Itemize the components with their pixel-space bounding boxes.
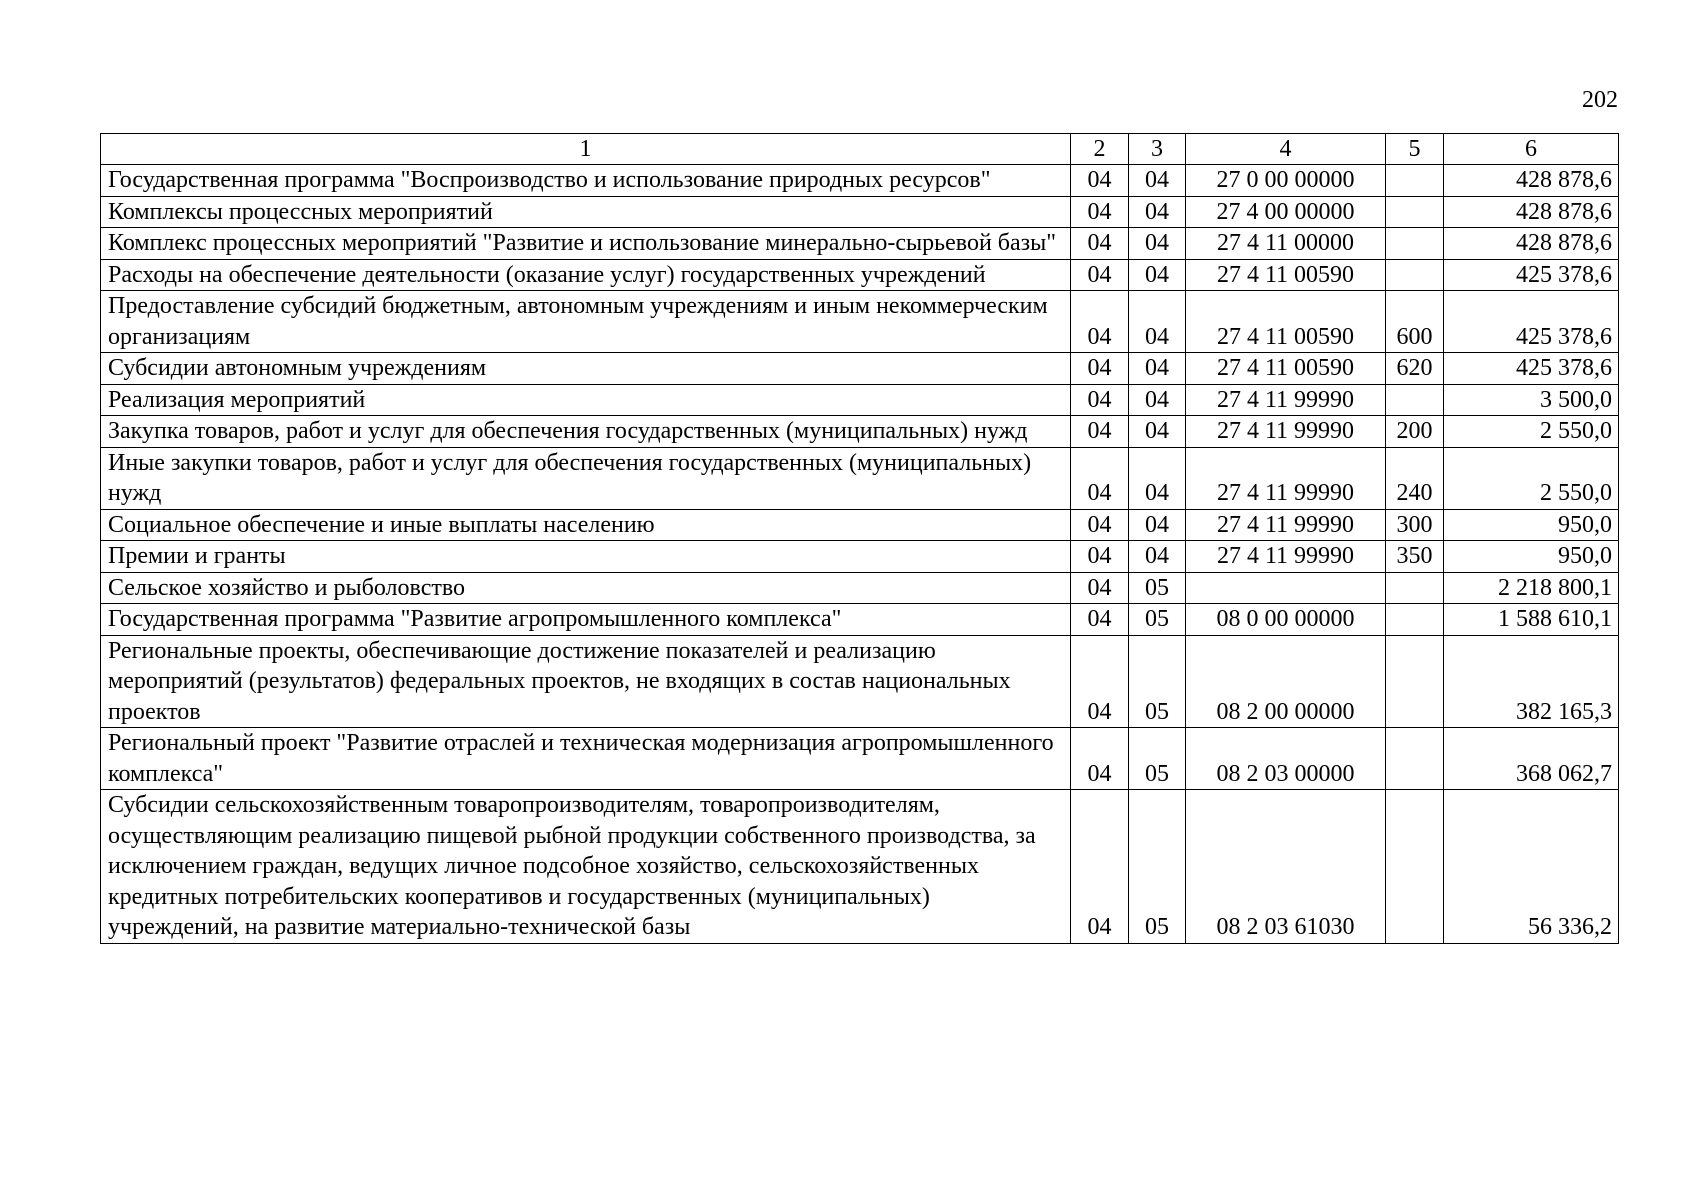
section-code-cell: 04 [1071,384,1129,416]
expense-type-cell [1386,790,1444,944]
row-name-cell: Субсидии сельскохозяйственным товаропроизводителям, товаропроизводителям, осуществляющим реализацию пищевой рыбной продукции собственного производства, за исключением граждан, ведущих личное подсобное хозяйство, сельскохозяйственных кредитных потребительских кооперативов и государственных (муниципальных) учреждений, на развитие материально-технической базы [101,790,1071,944]
amount-cell: 382 165,3 [1444,635,1619,728]
section-code-cell: 04 [1071,416,1129,448]
section-code-cell: 04 [1071,790,1129,944]
target-article-cell: 27 0 00 00000 [1186,165,1386,197]
expense-type-cell [1386,259,1444,291]
expense-type-cell [1386,196,1444,228]
table-row [101,541,1619,573]
section-code-cell: 04 [1071,509,1129,541]
target-article-cell: 27 4 11 99990 [1186,509,1386,541]
subsection-code-cell: 04 [1129,416,1186,448]
expense-type-cell [1386,604,1444,636]
subsection-code-cell: 05 [1129,604,1186,636]
subsection-code-cell: 05 [1129,635,1186,728]
row-name-cell: Реализация мероприятий [101,384,1071,416]
amount-cell: 428 878,6 [1444,165,1619,197]
section-code-cell: 04 [1071,291,1129,353]
section-code-cell: 04 [1071,228,1129,260]
target-article-cell [1186,572,1386,604]
amount-cell: 428 878,6 [1444,228,1619,260]
subsection-code-cell: 04 [1129,259,1186,291]
table-row [101,447,1619,509]
column-header: 1 [101,134,1071,165]
row-name-cell: Иные закупки товаров, работ и услуг для обеспечения государственных (муниципальных) нужд [101,447,1071,509]
amount-cell: 1 588 610,1 [1444,604,1619,636]
row-name-cell: Региональные проекты, обеспечивающие достижение показателей и реализацию мероприятий (результатов) федеральных проектов, не входящих в состав национальных проектов [101,635,1071,728]
target-article-cell: 27 4 00 00000 [1186,196,1386,228]
amount-cell: 56 336,2 [1444,790,1619,944]
section-code-cell: 04 [1071,353,1129,385]
expense-type-cell: 620 [1386,353,1444,385]
amount-cell: 425 378,6 [1444,353,1619,385]
row-name-cell: Расходы на обеспечение деятельности (оказание услуг) государственных учреждений [101,259,1071,291]
table-row [101,509,1619,541]
section-code-cell: 04 [1071,635,1129,728]
amount-cell: 368 062,7 [1444,728,1619,790]
subsection-code-cell: 05 [1129,728,1186,790]
expense-type-cell: 600 [1386,291,1444,353]
table-row [101,291,1619,353]
table-row [101,728,1619,790]
expense-type-cell [1386,384,1444,416]
column-header: 4 [1186,134,1386,165]
target-article-cell: 27 4 11 99990 [1186,416,1386,448]
subsection-code-cell: 04 [1129,196,1186,228]
table-row [101,384,1619,416]
table-row [101,353,1619,385]
amount-cell: 2 550,0 [1444,416,1619,448]
table-row [101,196,1619,228]
expense-type-cell [1386,228,1444,260]
subsection-code-cell: 04 [1129,541,1186,573]
target-article-cell: 27 4 11 00000 [1186,228,1386,260]
target-article-cell: 27 4 11 99990 [1186,384,1386,416]
expense-type-cell [1386,165,1444,197]
target-article-cell: 08 2 03 61030 [1186,790,1386,944]
section-code-cell: 04 [1071,196,1129,228]
subsection-code-cell: 04 [1129,353,1186,385]
amount-cell: 428 878,6 [1444,196,1619,228]
expense-type-cell [1386,572,1444,604]
row-name-cell: Сельское хозяйство и рыболовство [101,572,1071,604]
row-name-cell: Комплекс процессных мероприятий "Развитие и использование минерально-сырьевой базы" [101,228,1071,260]
page-number: 202 [1582,87,1618,113]
table-row [101,259,1619,291]
section-code-cell: 04 [1071,165,1129,197]
row-name-cell: Премии и гранты [101,541,1071,573]
section-code-cell: 04 [1071,572,1129,604]
table-row [101,635,1619,728]
table-row [101,165,1619,197]
table-row [101,572,1619,604]
subsection-code-cell: 04 [1129,509,1186,541]
amount-cell: 425 378,6 [1444,259,1619,291]
expense-type-cell [1386,728,1444,790]
expense-type-cell: 240 [1386,447,1444,509]
section-code-cell: 04 [1071,541,1129,573]
amount-cell: 950,0 [1444,541,1619,573]
column-header: 5 [1386,134,1444,165]
subsection-code-cell: 04 [1129,228,1186,260]
subsection-code-cell: 05 [1129,572,1186,604]
subsection-code-cell: 04 [1129,384,1186,416]
amount-cell: 950,0 [1444,509,1619,541]
target-article-cell: 08 0 00 00000 [1186,604,1386,636]
column-header: 2 [1071,134,1129,165]
subsection-code-cell: 05 [1129,790,1186,944]
amount-cell: 2 550,0 [1444,447,1619,509]
row-name-cell: Государственная программа "Воспроизводство и использование природных ресурсов" [101,165,1071,197]
section-code-cell: 04 [1071,728,1129,790]
table-row [101,790,1619,944]
column-header: 3 [1129,134,1186,165]
subsection-code-cell: 04 [1129,165,1186,197]
expense-type-cell: 350 [1386,541,1444,573]
row-name-cell: Региональный проект "Развитие отраслей и техническая модернизация агропромышленного комплекса" [101,728,1071,790]
row-name-cell: Государственная программа "Развитие агропромышленного комплекса" [101,604,1071,636]
target-article-cell: 08 2 03 00000 [1186,728,1386,790]
target-article-cell: 27 4 11 99990 [1186,447,1386,509]
table-body [101,134,1619,944]
column-header: 6 [1444,134,1619,165]
table-row [101,228,1619,260]
target-article-cell: 27 4 11 99990 [1186,541,1386,573]
section-code-cell: 04 [1071,604,1129,636]
row-name-cell: Предоставление субсидий бюджетным, автономным учреждениям и иным некоммерческим организациям [101,291,1071,353]
target-article-cell: 08 2 00 00000 [1186,635,1386,728]
table-row [101,416,1619,448]
target-article-cell: 27 4 11 00590 [1186,353,1386,385]
table-row [101,604,1619,636]
target-article-cell: 27 4 11 00590 [1186,259,1386,291]
header-row [101,134,1619,165]
subsection-code-cell: 04 [1129,291,1186,353]
budget-table [100,133,1619,944]
expense-type-cell: 200 [1386,416,1444,448]
target-article-cell: 27 4 11 00590 [1186,291,1386,353]
expense-type-cell: 300 [1386,509,1444,541]
amount-cell: 2 218 800,1 [1444,572,1619,604]
row-name-cell: Закупка товаров, работ и услуг для обеспечения государственных (муниципальных) нужд [101,416,1071,448]
amount-cell: 425 378,6 [1444,291,1619,353]
row-name-cell: Субсидии автономным учреждениям [101,353,1071,385]
section-code-cell: 04 [1071,259,1129,291]
row-name-cell: Социальное обеспечение и иные выплаты населению [101,509,1071,541]
subsection-code-cell: 04 [1129,447,1186,509]
expense-type-cell [1386,635,1444,728]
row-name-cell: Комплексы процессных мероприятий [101,196,1071,228]
section-code-cell: 04 [1071,447,1129,509]
amount-cell: 3 500,0 [1444,384,1619,416]
